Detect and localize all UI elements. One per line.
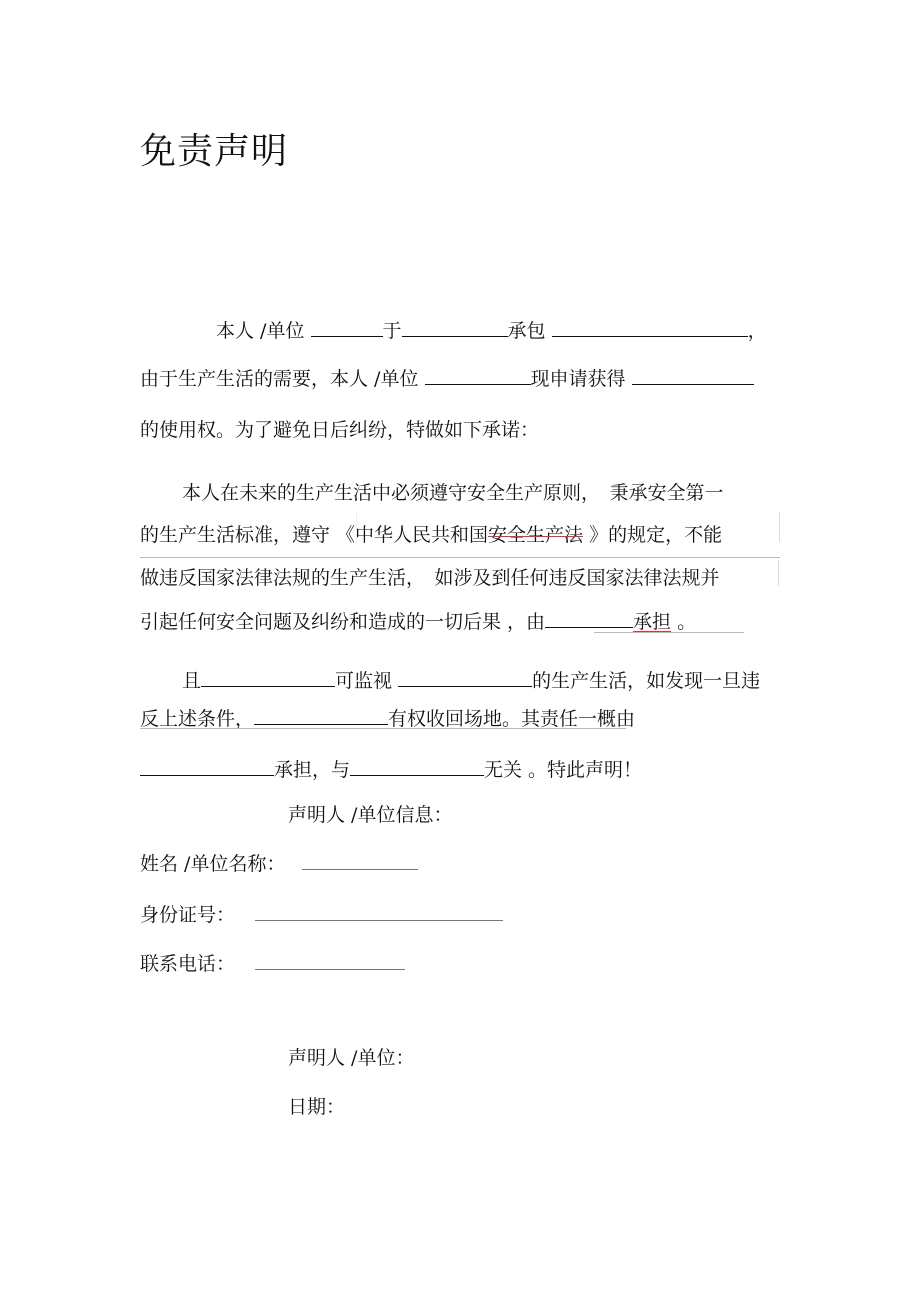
blank-field[interactable]: [552, 318, 748, 337]
id-label: 身份证号：: [140, 904, 236, 926]
p2-text: 引起任何安全问题及纠纷和造成的一切后果 ，由: [140, 611, 546, 633]
p1-text: 现申请获得: [530, 368, 626, 390]
p2-line-3: 做违反国家法律法规的生产生活， 如涉及到任何违反国家法律法规并: [140, 567, 720, 589]
id-number-field[interactable]: [255, 902, 503, 921]
divider: [140, 557, 780, 558]
declarant-signature: 声明人 /单位：: [288, 1047, 415, 1069]
p2-text: 》的规定，不能: [583, 524, 723, 546]
id-row: [140, 902, 503, 927]
p1-line-2: [140, 366, 754, 391]
phone-field[interactable]: [255, 951, 405, 970]
name-label: 姓名 /单位名称：: [140, 853, 286, 875]
blank-field[interactable]: [545, 609, 633, 628]
p1-text: 本人 /单位: [216, 320, 305, 342]
divider: [594, 632, 744, 633]
info-heading: 声明人 /单位信息：: [288, 804, 453, 826]
blank-field[interactable]: [254, 706, 388, 725]
blank-field[interactable]: [632, 366, 754, 385]
revision-box: [356, 512, 780, 542]
p3-text: 可监视: [335, 670, 393, 692]
revision-box: [778, 560, 779, 586]
p2-text: 的生产生活标准，遵守 《中华人民共和国: [140, 524, 489, 546]
p3-line-1: [182, 668, 760, 693]
law-name: 安全生产法: [488, 524, 584, 546]
divider: [140, 728, 626, 729]
p3-line-3: [140, 757, 642, 782]
name-field[interactable]: [302, 851, 418, 870]
date-line: 日期：: [288, 1096, 346, 1118]
blank-field[interactable]: [140, 757, 274, 776]
p2-text: 承担: [633, 611, 672, 633]
name-row: [140, 851, 418, 876]
p1-text: ，: [747, 320, 767, 342]
p2-text: 。: [671, 611, 697, 633]
p3-text: 反上述条件，: [140, 708, 255, 730]
page-title: 免责声明: [140, 131, 289, 172]
p2-line-1: 本人在未来的生产生活中必须遵守安全生产原则， 秉承安全第一: [182, 482, 724, 504]
p3-text: 且: [182, 670, 202, 692]
blank-field[interactable]: [311, 318, 383, 337]
p1-line-1: [216, 318, 767, 343]
blank-field[interactable]: [350, 757, 484, 776]
blank-field[interactable]: [398, 668, 532, 687]
blank-field[interactable]: [402, 318, 508, 337]
phone-label: 联系电话：: [140, 953, 236, 975]
p1-text: 由于生产生活的需要，本人 /单位: [140, 368, 419, 390]
p1-line-3: 的使用权。为了避免日后纠纷，特做如下承诺：: [140, 419, 540, 441]
phone-row: [140, 951, 405, 976]
p3-text: 有权收回场地。其责任一概由: [388, 708, 636, 730]
p3-text: 无关 。特此声明！: [484, 759, 643, 781]
p3-text: 承担，与: [274, 759, 351, 781]
p3-text: 的生产生活，如发现一旦违: [532, 670, 761, 692]
p2-line-4: [140, 609, 696, 634]
p1-text: 于: [382, 320, 402, 342]
p1-text: 承包: [507, 320, 546, 342]
blank-field[interactable]: [425, 366, 531, 385]
blank-field[interactable]: [201, 668, 335, 687]
